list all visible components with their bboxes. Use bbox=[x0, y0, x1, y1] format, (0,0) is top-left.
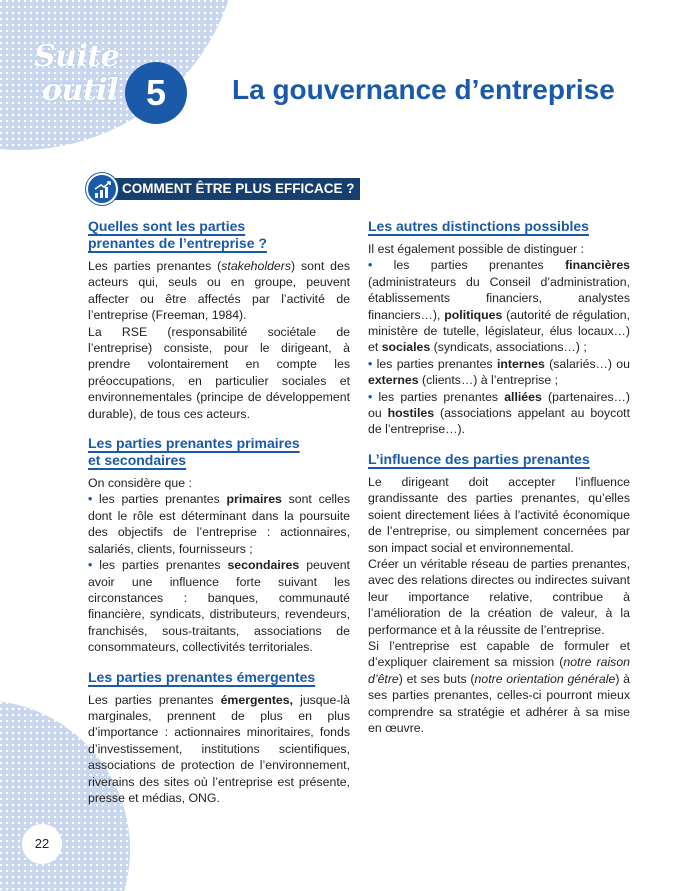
banner-label: COMMENT ÊTRE PLUS EFFICACE ? bbox=[112, 178, 360, 200]
list-item: • les parties prenantes alliées (partenaires…) ou hostiles (associations appelant au boycott de l’entreprise…). bbox=[368, 389, 630, 438]
section-title-primaires-secondaires: Les parties prenantes primaires et secondaires bbox=[88, 435, 300, 469]
right-column bbox=[368, 218, 630, 736]
tool-number-badge: 5 bbox=[125, 62, 187, 124]
paragraph: Créer un véritable réseau de parties prenantes, avec des relations directes ou indirectes suivant leur importance relative, contribue à l’amélioration de la création de valeur, à la performance et à la réussite de l’entreprise. bbox=[368, 556, 630, 637]
section-title-parties-prenantes: Quelles sont les parties prenantes de l’entreprise ? bbox=[88, 218, 267, 251]
list-item: • les parties prenantes internes (salariés…) ou externes (clients…) à l’entreprise ; bbox=[368, 356, 630, 389]
page-title: La gouvernance d’entreprise bbox=[232, 74, 615, 105]
list-item: • les parties prenantes primaires sont celles dont le rôle est déterminant dans la poursuite des objectifs de l’entreprise : actionnaires, salariés, clients, fournisseurs ; bbox=[88, 491, 350, 557]
paragraph: Si l’entreprise est capable de formuler et d’expliquer clairement sa mission (notre raison d’être) et ses buts (notre orientation générale) à ses parties prenantes, celles-ci pourront mieux comprendre sa stratégie et adhérer à sa mise en œuvre. bbox=[368, 638, 630, 735]
section-title-autres-distinctions: Les autres distinctions possibles bbox=[368, 218, 589, 234]
section-title-emergentes: Les parties prenantes émergentes bbox=[88, 668, 316, 685]
paragraph: Les parties prenantes émergentes, jusque-là marginales, prennent de plus en plus d’importance : actionnaires minoritaires, fonds d’investissement, institutions scientifiques, associations de protection de l’environnement, riverains des sites où l’entreprise est présente, presse et médias, ONG. bbox=[88, 692, 350, 805]
list-item: • les parties prenantes secondaires peuvent avoir une influence forte suivant les circonstances : banques, communauté financière, syndicats, distributeurs, revendeurs, franchisés, sous-traitants, associations de consommateurs, collectivités territoriales. bbox=[88, 557, 350, 655]
growth-chart-icon bbox=[86, 173, 118, 205]
paragraph: Le dirigeant doit accepter l’influence grandissante des parties prenantes, qu’elles soient directement liées à l’activité économique de l’entreprise, ou simplement concernées par son impact social et environnemental. bbox=[368, 474, 630, 555]
paragraph: Il est également possible de distinguer : bbox=[368, 242, 585, 256]
suite-outil-label: Suite outil bbox=[34, 39, 120, 108]
paragraph: Les parties prenantes (stakeholders) sont des acteurs qui, seuls ou en groupe, peuvent affecter ou être affectés par l’activité de l’entreprise (Freeman, 1984). bbox=[88, 259, 350, 323]
paragraph: On considère que : bbox=[88, 476, 192, 491]
section-title-influence: L’influence des parties prenantes bbox=[368, 450, 590, 467]
page-number: 22 bbox=[22, 824, 62, 864]
left-column bbox=[88, 218, 350, 806]
section-banner bbox=[86, 176, 360, 202]
list-item: • les parties prenantes financières (administrateurs du Conseil d’administration, établissements financiers, analystes financiers…), politiques (autorité de régulation, ministère de tutelle, législateur, élus locaux…) et sociales (syndicats, associations…) ; bbox=[368, 257, 630, 355]
paragraph: La RSE (responsabilité sociétale de l’entreprise) consiste, pour le dirigeant, à prendre volontairement en compte les préoccupations, en particulier sociales et environnementales (principe de développement durable), de tous ces acteurs. bbox=[88, 324, 350, 421]
